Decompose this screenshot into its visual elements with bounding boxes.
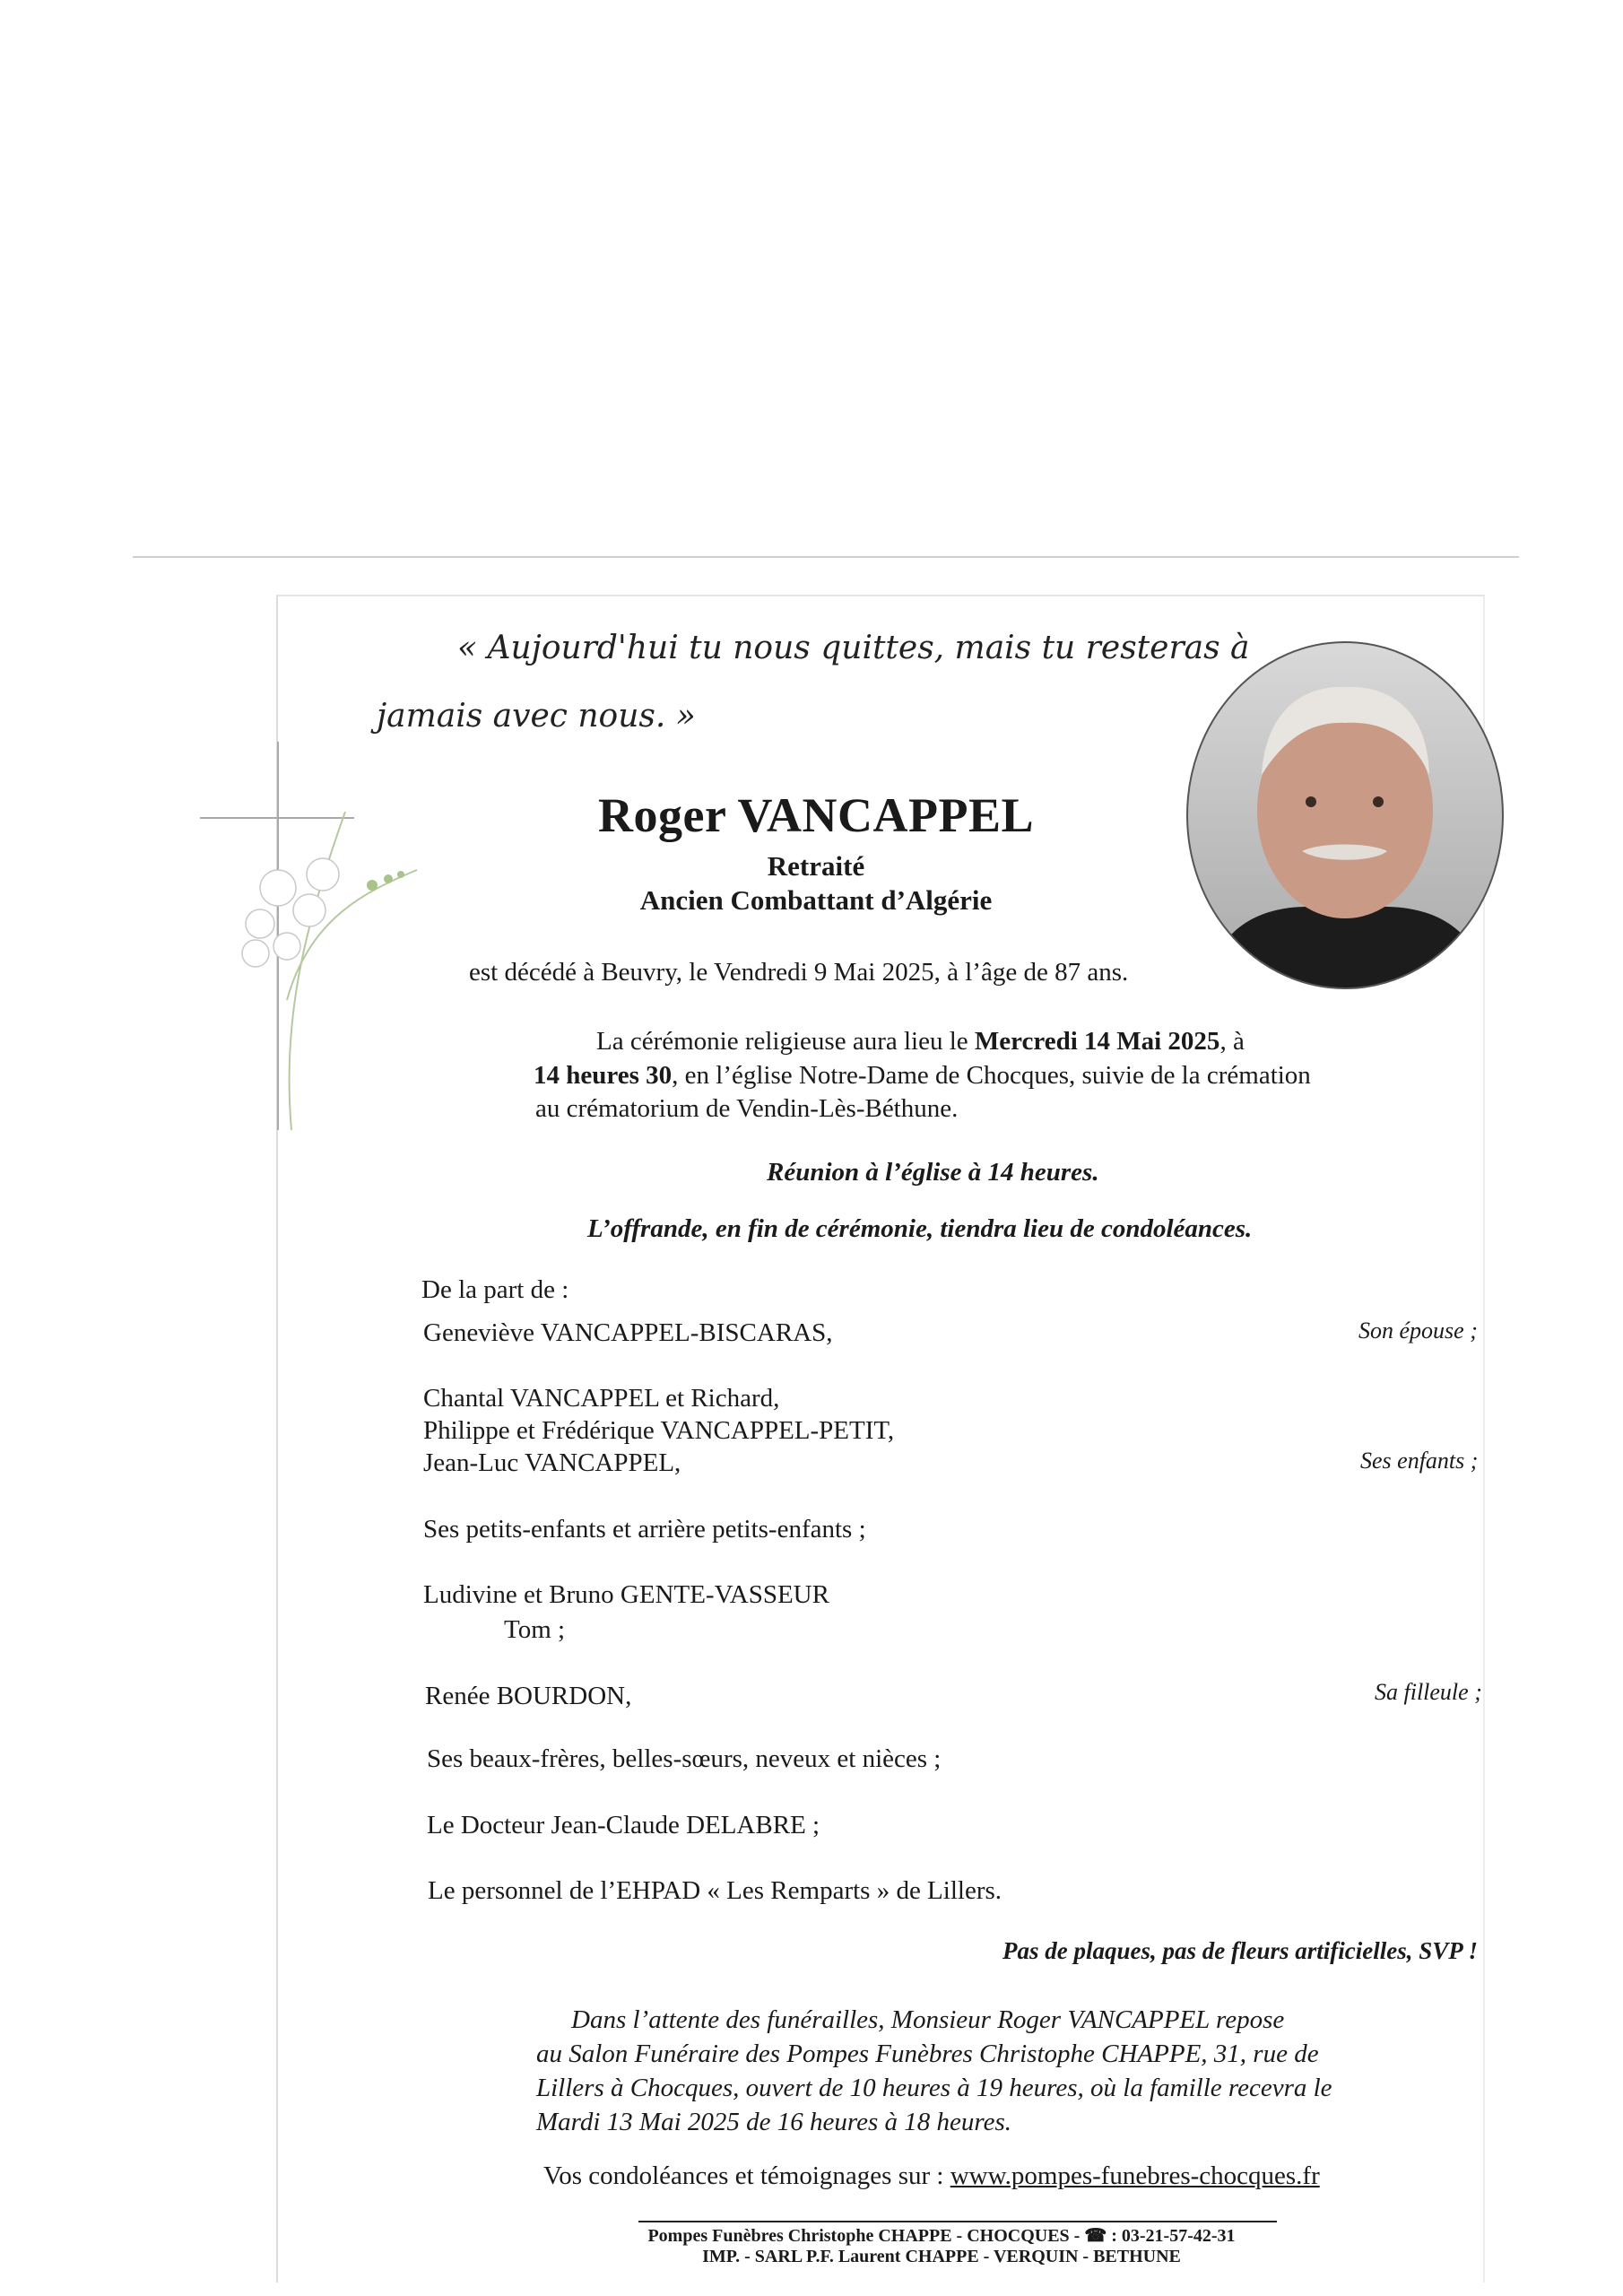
deceased-title-2: Ancien Combattant d’Algérie — [639, 884, 993, 916]
reunion-note: Réunion à l’église à 14 heures. — [767, 1158, 1099, 1187]
deceased-name: Roger VANCAPPEL — [597, 788, 1034, 842]
ceremony-time: 14 heures 30 — [534, 1061, 673, 1090]
family-children-role: Ses enfants ; — [1360, 1448, 1479, 1474]
repose-line-4: Mardi 13 Mai 2025 de 16 heures à 18 heures. — [536, 2108, 1011, 2136]
deceased-title-1: Retraité — [767, 850, 865, 882]
ceremony-text: La cérémonie religieuse aura lieu le — [596, 1027, 975, 1056]
family-tom: Tom ; — [504, 1615, 566, 1644]
top-divider — [133, 556, 1519, 558]
footer-line-1: Pompes Funèbres Christophe CHAPPE - CHOCQUES - ☎ : 03-21-57-42-31 — [647, 2226, 1236, 2246]
family-inlaws: Ses beaux-frères, belles-sœurs, neveux et nièces ; — [427, 1744, 942, 1773]
death-notice: est décédé à Beuvry, le Vendredi 9 Mai 2025, à l’âge de 87 ans. — [469, 958, 1129, 987]
family-doctor: Le Docteur Jean-Claude DELABRE ; — [427, 1811, 820, 1839]
family-child-2: Philippe et Frédérique VANCAPPEL-PETIT, — [423, 1416, 895, 1445]
condolences-line — [543, 2158, 1320, 2194]
family-renee-role: Sa filleule ; — [1375, 1679, 1482, 1705]
family-renee: Renée BOURDON, — [425, 1682, 632, 1710]
repose-line-1: Dans l’attente des funérailles, Monsieur Roger VANCAPPEL repose — [571, 2005, 1285, 2034]
ceremony-date: Mercredi 14 Mai 2025 — [974, 1027, 1220, 1056]
quote-line-1: « Aujourd'hui tu nous quittes, mais tu resteras à — [457, 630, 1250, 666]
family-spouse-role: Son épouse ; — [1358, 1318, 1478, 1344]
footer-divider — [638, 2221, 1277, 2222]
family-child-3: Jean-Luc VANCAPPEL, — [423, 1448, 681, 1477]
quote-line-2: jamais avec nous. » — [377, 698, 696, 735]
ceremony-text: , à — [1219, 1027, 1245, 1056]
ceremony-line-2 — [534, 1057, 1311, 1093]
family-intro: De la part de : — [421, 1275, 569, 1304]
repose-line-2: au Salon Funéraire des Pompes Funèbres Christophe CHAPPE, 31, rue de — [536, 2039, 1319, 2068]
family-spouse: Geneviève VANCAPPEL-BISCARAS, — [423, 1318, 833, 1347]
family-ludivine: Ludivine et Bruno GENTE-VASSEUR — [423, 1580, 829, 1609]
ceremony-line-3: au crématorium de Vendin-Lès-Béthune. — [535, 1094, 959, 1123]
portrait-photo — [1185, 640, 1505, 990]
cross-with-orchids-icon — [193, 731, 426, 1144]
repose-line-3: Lillers à Chocques, ouvert de 10 heures à 19 heures, où la famille recevra le — [536, 2074, 1332, 2102]
ceremony-line-1 — [596, 1023, 1245, 1059]
offrande-note: L’offrande, en fin de cérémonie, tiendra lieu de condoléances. — [587, 1214, 1253, 1243]
condolences-label: Vos condoléances et témoignages sur : — [543, 2161, 950, 2190]
no-flowers-note: Pas de plaques, pas de fleurs artificielles, SVP ! — [1002, 1937, 1478, 1964]
family-grandchildren: Ses petits-enfants et arrière petits-enfants ; — [423, 1515, 866, 1544]
ceremony-text: , en l’église Notre-Dame de Chocques, suivie de la crémation — [672, 1061, 1311, 1090]
family-ehpad: Le personnel de l’EHPAD « Les Remparts » de Lillers. — [428, 1876, 1002, 1905]
family-child-1: Chantal VANCAPPEL et Richard, — [423, 1384, 780, 1413]
condolences-link[interactable]: www.pompes-funebres-chocques.fr — [950, 2161, 1320, 2190]
footer-line-2: IMP. - SARL P.F. Laurent CHAPPE - VERQUIN - BETHUNE — [702, 2247, 1181, 2266]
